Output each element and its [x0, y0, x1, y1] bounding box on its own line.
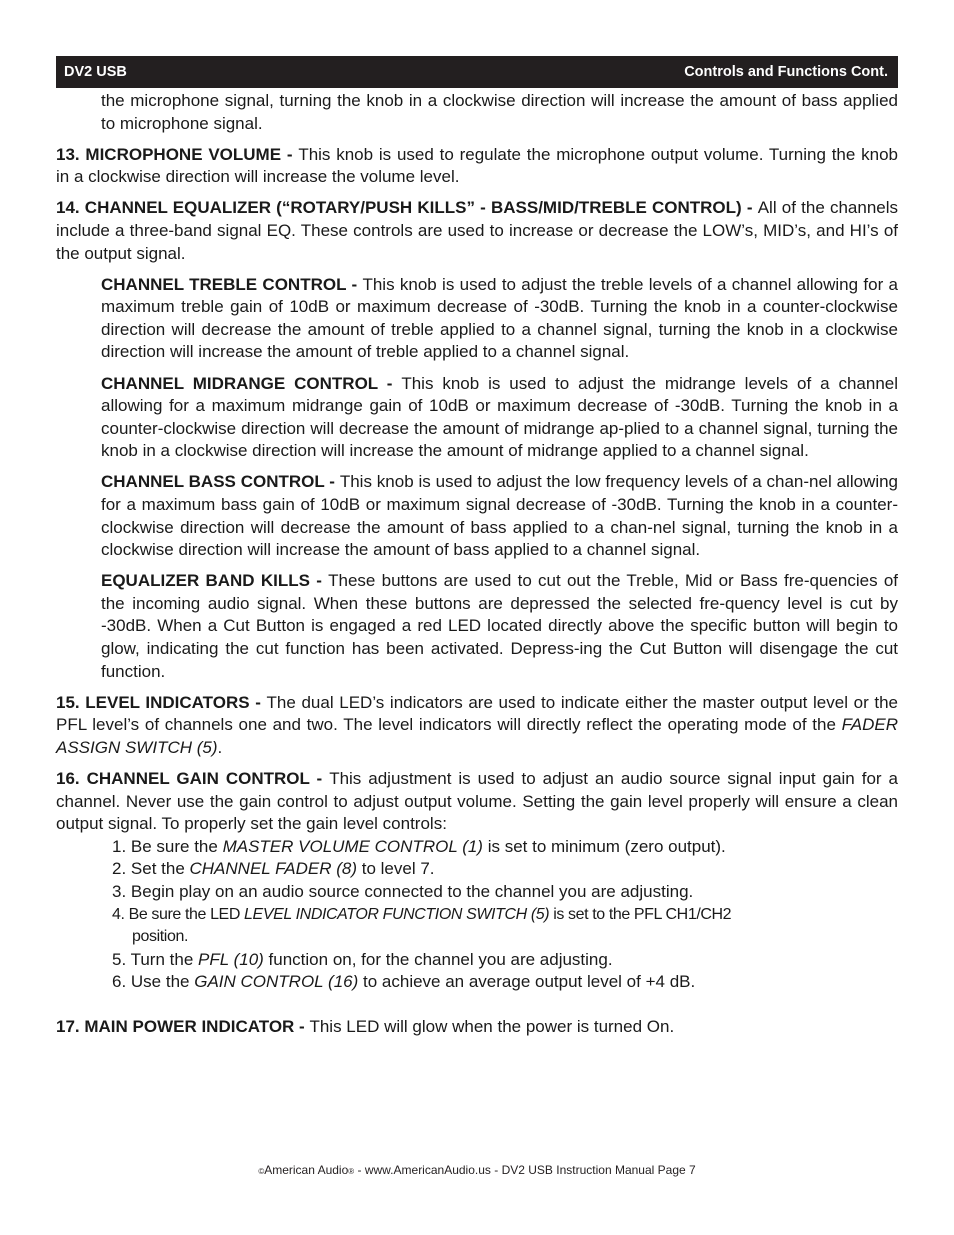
band-kills: [56, 570, 898, 683]
registered-symbol: ®: [348, 1167, 355, 1176]
header-section-title: Controls and Functions Cont.: [684, 64, 888, 80]
step-2: [112, 858, 898, 881]
continued-paragraph: the microphone signal, turning the knob in a clockwise direction will increase the amount of bass applied to microphone signal.: [101, 91, 898, 133]
section-15-ref: FADER ASSIGN SWITCH (5): [56, 715, 898, 757]
step-5-ref: PFL (10): [198, 949, 264, 969]
section-16: [56, 768, 898, 836]
step-1: [112, 836, 898, 859]
step-2-pre: 2. Set the: [112, 859, 190, 879]
section-14-text: All of the channels include a three-band signal EQ. These controls are used to increase or decrease the LOW’s, MID’s, and HI’s of the output signal.: [56, 198, 898, 263]
step-2-ref: CHANNEL FADER (8): [189, 859, 358, 879]
step-4-post: is set to the PFL CH1/CH2: [549, 905, 732, 923]
step-4-ref: LEVEL INDICATOR FUNCTION SWITCH (5): [244, 905, 550, 923]
section-13-text: This knob is used to regulate the microphone output volume. Turning the knob in a clockwise direction will increase the volume level.: [56, 144, 899, 187]
step-5-post: function on, for the channel you are adjusting.: [263, 949, 613, 969]
midrange-text: This knob is used to adjust the midrange levels of a channel allowing for a maximum midrange gain of 10dB or maximum decrease of -30dB. Turning the knob in a counter-clockwise direction will decrease the amount of midrange ap-plied to a channel signal, turning the knob in a clockwise direction will increase the amount of midrange applied to a channel signal.: [101, 373, 898, 461]
step-6: [112, 971, 898, 994]
footer-separator: -: [490, 1163, 502, 1177]
gain-steps-list: [56, 836, 898, 994]
band-kills-title: EQUALIZER BAND KILLS -: [101, 571, 329, 591]
section-13: [56, 144, 898, 189]
section-17: [56, 1016, 898, 1039]
treble-control: [56, 274, 898, 364]
page-header: [56, 56, 898, 88]
step-3-text: 3. Begin play on an audio source connected to the channel you are adjusting.: [112, 882, 694, 901]
section-14-title: 14. CHANNEL EQUALIZER (“ROTARY/PUSH KILLS” - BASS/MID/TREBLE CONTROL) -: [56, 198, 758, 218]
step-4-continued: position.: [132, 928, 188, 946]
section-15: [56, 692, 898, 760]
section-17-text: This LED will glow when the power is turned On.: [309, 1016, 675, 1036]
footer-separator: -: [354, 1163, 365, 1177]
section-15-title: 15. LEVEL INDICATORS -: [56, 692, 267, 712]
footer-brand: American Audio: [264, 1163, 349, 1177]
section-15-text: The dual LED’s indicators are used to indicate either the master output level or the PFL level’s of channels one and two. The level indicators will directly reflect the operating mode of the: [56, 692, 899, 735]
step-5: [112, 949, 898, 972]
treble-title: CHANNEL TREBLE CONTROL -: [101, 274, 363, 294]
step-3: [112, 881, 898, 904]
section-17-title: 17. MAIN POWER INDICATOR -: [56, 1016, 310, 1036]
step-6-ref: GAIN CONTROL (16): [194, 972, 359, 992]
step-2-post: to level 7.: [357, 859, 435, 879]
footer-website: www.AmericanAudio.us: [364, 1163, 491, 1177]
step-4-pre: 4. Be sure the LED: [112, 905, 245, 923]
page-footer: [0, 1163, 954, 1177]
section-16-title: 16. CHANNEL GAIN CONTROL -: [56, 769, 330, 789]
section-14: [56, 197, 898, 265]
midrange-title: CHANNEL MIDRANGE CONTROL -: [101, 373, 402, 393]
step-1-post: is set to minimum (zero output).: [482, 836, 726, 856]
band-kills-text: These buttons are used to cut out the Treble, Mid or Bass fre-quencies of the incoming audio signal. When these buttons are depressed the selected fre-quency level is cut by -30dB. When a Cut Button is engaged a red LED located directly above the specific button will begin to glow, indicating the cut function has been activated. Depress-ing the Cut Button will disengage the cut function.: [101, 571, 898, 681]
step-6-post: to achieve an average output level of +4 dB.: [358, 972, 696, 992]
step-1-ref: MASTER VOLUME CONTROL (1): [222, 836, 483, 856]
footer-page-number: DV2 USB Instruction Manual Page 7: [501, 1163, 696, 1177]
section-15-end: .: [217, 737, 223, 757]
bass-control: [56, 471, 898, 561]
midrange-control: [56, 373, 898, 463]
header-model: DV2 USB: [64, 64, 127, 80]
step-4: [112, 904, 898, 927]
section-16-text: This adjustment is used to adjust an audio source signal input gain for a channel. Never use the gain control to adjust output volume. Setting the gain level properly will ensure a clean output signal. To properly set the gain level controls:: [56, 769, 898, 834]
step-5-pre: 5. Turn the: [112, 949, 198, 969]
bass-text: This knob is used to adjust the low frequency levels of a chan-nel allowing for a maximum bass gain of 10dB or maximum signal decrease of -30dB. Turning the knob in a counter-clockwise direction will decrease the amount of bass applied to a chan-nel signal, turning the knob in a clockwise direction will increase the amount of bass applied to a channel signal.: [101, 472, 899, 560]
copyright-symbol: ©: [258, 1167, 265, 1176]
treble-text: This knob is used to adjust the treble levels of a channel allowing for a maximum treble gain of 10dB or maximum decrease of -30dB. Turning the knob in a counter-clockwise direction will decrease the amount of treble applied to a channel signal, turning the knob in a clockwise direction will increase the amount of treble applied to a channel signal.: [101, 274, 898, 362]
bass-title: CHANNEL BASS CONTROL -: [101, 472, 340, 492]
manual-body: [56, 90, 898, 1047]
step-1-pre: 1. Be sure the: [112, 836, 223, 856]
step-6-pre: 6. Use the: [112, 972, 195, 992]
section-13-title: 13. MICROPHONE VOLUME -: [56, 144, 299, 164]
